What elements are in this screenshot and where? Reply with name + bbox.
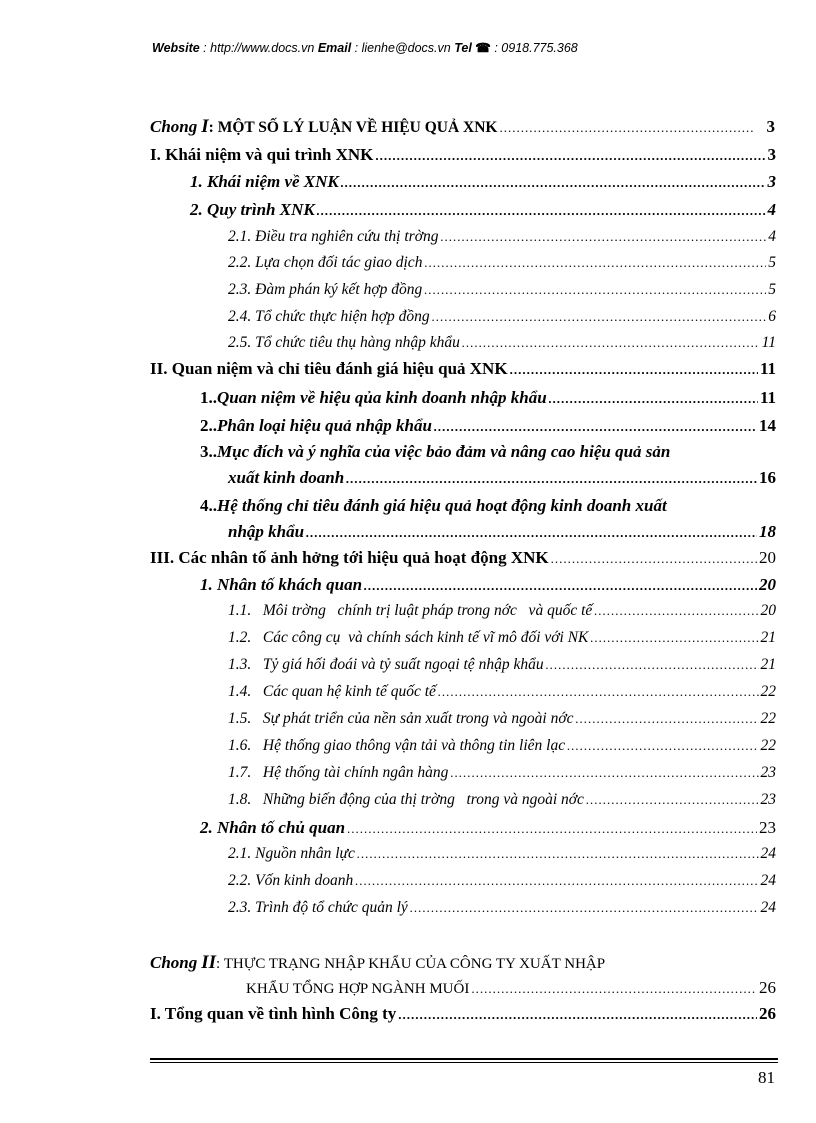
toc-section-3-2[interactable] — [200, 818, 776, 838]
toc-title: 1.8. Những biến động của thị trờng trong và ngoài nớc — [228, 791, 584, 808]
toc-title: 2.1. Điều tra nghiên cứu thị trờng — [228, 228, 439, 245]
toc-section-1-2-3[interactable] — [228, 281, 776, 299]
toc-title: 2.5. Tổ chức tiêu thụ hàng nhập khẩu — [228, 334, 460, 351]
toc-title: I. Tổng quan về tình hình Công ty — [150, 1004, 397, 1023]
toc-title-cont: nhập khẩu — [228, 522, 305, 541]
toc-section-3-2-1[interactable] — [228, 845, 776, 863]
toc-page: 3 — [767, 172, 776, 191]
toc-page: 22 — [760, 737, 776, 754]
toc-section-3-1-3[interactable] — [228, 656, 776, 674]
dot-leader — [424, 255, 766, 271]
dot-leader — [317, 203, 766, 219]
toc-title: 2.1. Nguồn nhân lực — [228, 845, 355, 862]
dot-leader — [462, 335, 760, 351]
dot-leader — [432, 309, 767, 325]
toc-number: 2.. — [200, 416, 217, 435]
toc-page: 21 — [760, 656, 776, 673]
toc-number: 4.. — [200, 496, 217, 515]
toc-section-1-2-2[interactable] — [228, 254, 776, 272]
toc-page: 24 — [760, 845, 776, 862]
toc-title: 1.2. Các công cụ và chính sách kinh tế vĩ mô đối với NK — [228, 629, 589, 646]
toc-page: 4 — [767, 200, 776, 219]
chapter-title: : MỘT SỐ LÝ LUẬN VỀ HIỆU QUẢ XNK — [208, 119, 498, 136]
dot-leader — [567, 738, 758, 754]
toc-section-1-2[interactable] — [190, 200, 776, 220]
dot-leader — [398, 1007, 757, 1023]
dot-leader — [355, 873, 758, 889]
toc-title: III. Các nhân tố ảnh hởng tới hiệu quả hoạt động XNK — [150, 548, 549, 567]
toc-title: 2.2. Vốn kinh doanh — [228, 872, 354, 889]
toc-title: 1.5. Sự phát triển của nền sản xuất trong và ngoài nớc — [228, 710, 574, 727]
dot-leader — [586, 792, 759, 808]
toc-title-cont: xuất kinh doanh — [228, 468, 345, 487]
page-number: 81 — [758, 1068, 775, 1087]
toc-page: 16 — [759, 468, 776, 487]
toc-section-1-2-1[interactable] — [228, 228, 776, 246]
toc-page: 18 — [759, 522, 776, 541]
toc-title: 1.4. Các quan hệ kinh tế quốc tế — [228, 683, 436, 700]
toc-page: 23 — [760, 791, 776, 808]
toc-title: Mục đích và ý nghĩa của việc bảo đảm và nâng cao hiệu quả sản — [217, 442, 671, 461]
tel-label: Tel — [454, 41, 472, 55]
toc-section-2-2[interactable] — [200, 416, 776, 436]
toc-title: 1.7. Hệ thống tài chính ngân hàng — [228, 764, 449, 781]
toc-section-3-1-8[interactable] — [228, 791, 776, 809]
toc-chapter-1[interactable] — [150, 116, 775, 138]
chapter-word: Chong — [150, 953, 198, 972]
toc-section-1-2-5[interactable] — [228, 334, 776, 352]
toc-section-2-3-line2[interactable] — [228, 468, 776, 488]
toc-page: 23 — [759, 818, 776, 837]
chapter-number: II — [201, 952, 217, 973]
dot-leader — [410, 900, 759, 916]
chapter-title: : THỰC TRẠNG NHẬP KHẨU CỦA CÔNG TY XUẤT NHẬP — [216, 956, 606, 972]
dot-leader — [357, 846, 759, 862]
toc-section-3-2-3[interactable] — [228, 899, 776, 917]
toc-section-2-1[interactable] — [200, 388, 776, 408]
toc-section-3-1-2[interactable] — [228, 629, 776, 647]
email-label: Email — [317, 41, 352, 55]
dot-leader — [306, 525, 757, 541]
toc-section-1-1[interactable] — [190, 172, 776, 192]
toc-title: 1.3. Tỷ giá hối đoái và tỷ suất ngoại tệ nhập khẩu — [228, 656, 544, 673]
toc-title: 2.4. Tổ chức thực hiện hợp đồng — [228, 308, 430, 325]
toc-title: 1. Khái niệm về XNK — [190, 172, 339, 191]
dot-leader — [440, 229, 766, 245]
toc-page: 5 — [768, 254, 776, 271]
toc-title: 2.2. Lựa chọn đối tác giao dịch — [228, 254, 423, 271]
toc-title: 2. Quy trình XNK — [190, 200, 315, 219]
toc-section-3-2-2[interactable] — [228, 872, 776, 890]
toc-section-3-1-5[interactable] — [228, 710, 776, 728]
dot-leader — [499, 120, 752, 136]
toc-section-1[interactable] — [150, 145, 776, 165]
footer-divider — [150, 1058, 778, 1060]
toc-page: 22 — [760, 683, 776, 700]
toc-title: Hệ thống chỉ tiêu đánh giá hiệu quả hoạt động kinh doanh xuất — [217, 496, 667, 515]
phone-icon: ☎ — [475, 41, 491, 55]
toc-page: 20 — [759, 548, 776, 567]
toc-page: 26 — [759, 1004, 776, 1023]
dot-leader — [471, 981, 757, 997]
toc-title: 2.3. Trình độ tổ chức quản lý — [228, 899, 408, 916]
page-header — [152, 40, 578, 55]
dot-leader — [341, 175, 766, 191]
dot-leader — [450, 765, 758, 781]
toc-page: 22 — [760, 710, 776, 727]
toc-title: I. Khái niệm và qui trình XNK — [150, 145, 374, 164]
toc-page: 11 — [761, 334, 776, 351]
toc-section-3-1-1[interactable] — [228, 602, 776, 620]
dot-leader — [346, 471, 757, 487]
toc-chapter-2-line1[interactable] — [150, 952, 605, 974]
toc-section-3-1-7[interactable] — [228, 764, 776, 782]
toc-page: 20 — [759, 575, 776, 594]
toc-title: 2. Nhân tố chủ quan — [200, 818, 346, 837]
toc-title: 1.1. Môi trờng chính trị luật pháp trong nớc và quốc tế — [228, 602, 593, 619]
toc-page: 24 — [760, 899, 776, 916]
dot-leader — [590, 630, 758, 646]
tel-value: : 0918.775.368 — [490, 41, 578, 55]
email-value: : lienhe@docs.vn — [351, 41, 455, 55]
toc-page: 14 — [759, 416, 776, 435]
dot-leader — [576, 711, 759, 727]
chapter-title-cont: KHẨU TỔNG HỢP NGÀNH MUỐI — [246, 981, 470, 997]
toc-section-2[interactable] — [150, 359, 776, 379]
dot-leader — [364, 578, 757, 594]
toc-page: 24 — [760, 872, 776, 889]
website-value: : http://www.docs.vn — [199, 41, 318, 55]
toc-page: 3 — [766, 117, 775, 136]
toc-section-3-1-4[interactable] — [228, 683, 776, 701]
toc-page: 5 — [768, 281, 776, 298]
toc-page: 20 — [760, 602, 776, 619]
dot-leader — [347, 821, 757, 837]
toc-section-3-1-6[interactable] — [228, 737, 776, 755]
toc-section-3[interactable] — [150, 548, 776, 568]
toc-chapter-2-line2[interactable] — [246, 978, 776, 998]
dot-leader — [510, 362, 758, 378]
toc-section-3-1[interactable] — [200, 575, 776, 595]
toc-title: 1. Nhân tố khách quan — [200, 575, 363, 594]
toc-page: 11 — [759, 388, 776, 407]
toc-page: 21 — [760, 629, 776, 646]
toc-page: 26 — [759, 978, 776, 997]
dot-leader — [594, 603, 758, 619]
toc-page: 11 — [759, 359, 776, 378]
toc-page: 3 — [767, 145, 776, 164]
website-label: Website — [152, 41, 200, 55]
chapter-number: I — [201, 116, 209, 137]
toc-section-4[interactable] — [150, 1004, 776, 1024]
dot-leader — [549, 391, 758, 407]
toc-title: Phân loại hiệu quả nhập khẩu — [217, 416, 432, 435]
toc-title: Quan niệm về hiệu qủa kinh doanh nhập khẩu — [217, 388, 547, 407]
toc-section-2-4-line1[interactable] — [200, 496, 667, 516]
toc-section-2-4-line2[interactable] — [228, 522, 776, 542]
footer-divider-thin — [150, 1062, 778, 1063]
chapter-word: Chong — [150, 117, 198, 136]
toc-page: 6 — [768, 308, 776, 325]
dot-leader — [546, 657, 759, 673]
toc-page: 4 — [768, 228, 776, 245]
toc-number: 3.. — [200, 442, 217, 461]
toc-section-1-2-4[interactable] — [228, 308, 776, 326]
dot-leader — [424, 282, 766, 298]
toc-page: 23 — [760, 764, 776, 781]
toc-title: 2.3. Đàm phán ký kết hợp đồng — [228, 281, 423, 298]
dot-leader — [551, 551, 757, 567]
toc-number: 1.. — [200, 388, 217, 407]
dot-leader — [375, 148, 765, 164]
dot-leader — [438, 684, 759, 700]
toc-title: 1.6. Hệ thống giao thông vận tải và thông tin liên lạc — [228, 737, 566, 754]
toc-title: II. Quan niệm và chỉ tiêu đánh giá hiệu quả XNK — [150, 359, 508, 378]
dot-leader — [434, 419, 757, 435]
toc-section-2-3-line1[interactable] — [200, 442, 670, 462]
